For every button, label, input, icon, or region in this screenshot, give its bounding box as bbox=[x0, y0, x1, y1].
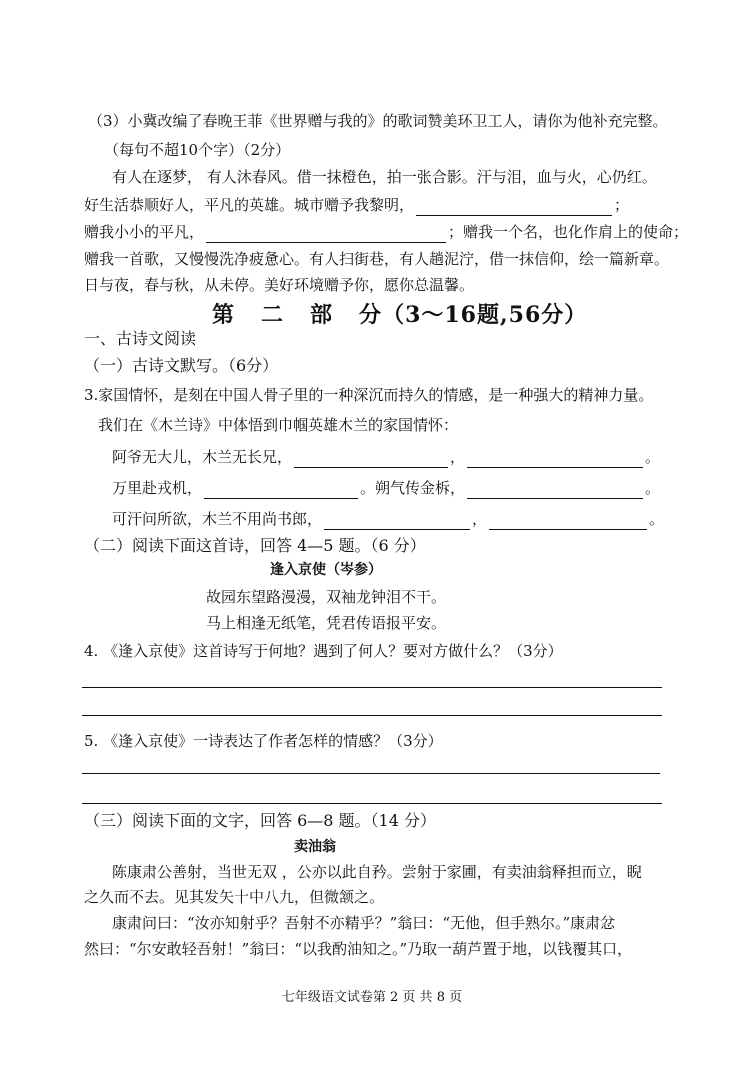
prose-line-3: 康肃问曰：“汝亦知射乎？吾射不亦精乎？”翁曰：“无他，但手熟尔。”康肃忿 bbox=[112, 914, 616, 932]
semicolon: ； bbox=[614, 196, 630, 214]
question-5: 5. 《逢入京使》一诗表达了作者怎样的情感？（3分） bbox=[84, 732, 443, 750]
fill-mid: ， bbox=[472, 510, 488, 528]
prose-line-1: 陈康肃公善射，当世无双 ，公亦以此自矜。尝射于家圃，有卖油翁释担而立，睨 bbox=[112, 863, 642, 881]
lyric-line-2-text: 好生活恭顺好人，平凡的英雄。城市赠予我黎明， bbox=[84, 196, 415, 214]
fill-prefix: 阿爷无大儿，木兰无长兄， bbox=[112, 448, 293, 466]
answer-line[interactable] bbox=[82, 773, 660, 774]
part-2-title bbox=[212, 298, 587, 329]
fill-end: 。 bbox=[645, 479, 661, 497]
fill-line-1 bbox=[112, 446, 660, 468]
fill-line-2 bbox=[112, 477, 660, 499]
fill-end: 。 bbox=[645, 448, 661, 466]
answer-line[interactable] bbox=[82, 803, 662, 804]
lyric-line-5: 日与夜，春与秋，从未停。美好环境赠予你，愿你总温馨。 bbox=[84, 276, 475, 294]
prose-line-4: 然曰：“尔安敢轻吾射！”翁曰：“以我酌油知之。”乃取一葫芦置于地，以钱覆其口， bbox=[84, 940, 633, 958]
lyric-line-4: 赠我一首歌，又慢慢洗净疲惫心。有人扫街巷，有人趟泥泞，借一抹信仰，绘一篇新章。 bbox=[84, 250, 670, 268]
answer-blank[interactable] bbox=[204, 484, 358, 499]
part-title-suffix: （3～16题,56分） bbox=[382, 302, 588, 328]
subsection-3-heading: （三）阅读下面的文字，回答 6—8 题。（14 分） bbox=[84, 811, 436, 830]
answer-blank[interactable] bbox=[467, 453, 643, 468]
part-title-char: 部 bbox=[310, 302, 334, 328]
answer-blank[interactable] bbox=[416, 201, 612, 216]
fill-line-3 bbox=[112, 508, 664, 530]
part-title-char: 第 bbox=[212, 302, 236, 328]
answer-line[interactable] bbox=[82, 715, 662, 716]
poem-title: 逢入京使（岑参） bbox=[270, 562, 382, 578]
question-3: 3.家国情怀，是刻在中国人骨子里的一种深沉而持久的情感，是一种强大的精神力量。 bbox=[84, 386, 654, 404]
prose-line-2: 之久而不去。见其发矢十中八九，但微颔之。 bbox=[84, 888, 385, 906]
page-footer: 七年级语文试卷第 2 页 共 8 页 bbox=[281, 990, 463, 1005]
question-3-sub-title: （3）小冀改编了春晚王菲《世界赠与我的》的歌词赞美环卫工人，请你为他补充完整。 bbox=[88, 112, 668, 130]
subsection-2-heading: （二）阅读下面这首诗，回答 4—5 题。（6 分） bbox=[84, 536, 426, 555]
fill-end: 。 bbox=[649, 510, 665, 528]
fill-prefix: 万里赴戎机， bbox=[112, 479, 203, 497]
fill-prefix: 可汗问所欲，木兰不用尚书郎， bbox=[112, 510, 323, 528]
poem-line-2: 马上相逢无纸笔，凭君传语报平安。 bbox=[206, 614, 447, 632]
lyric-line-2 bbox=[84, 194, 629, 216]
answer-blank[interactable] bbox=[206, 228, 446, 243]
lyric-line-3-rest: ；赠我一个名，也化作肩上的使命； bbox=[448, 223, 689, 241]
answer-line[interactable] bbox=[82, 687, 662, 688]
lyric-line-3 bbox=[84, 221, 688, 243]
answer-blank[interactable] bbox=[294, 453, 448, 468]
lyric-line-1: 有人在逐梦， 有人沐春风。借一抹橙色，拍一张合影。汗与泪，血与火，心仍红。 bbox=[112, 168, 657, 186]
fill-mid: 。朔气传金柝， bbox=[360, 479, 466, 497]
answer-blank[interactable] bbox=[467, 484, 643, 499]
answer-blank[interactable] bbox=[324, 515, 470, 530]
question-4: 4. 《逢入京使》这首诗写于何地？遇到了何人？要对方做什么？（3分） bbox=[84, 642, 563, 660]
prose-title: 卖油翁 bbox=[294, 839, 336, 855]
part-title-char: 分 bbox=[359, 302, 383, 328]
question-3-sub-note: （每句不超10个字）（2分） bbox=[104, 141, 291, 159]
part-title-char: 二 bbox=[261, 302, 285, 328]
subsection-1-heading: （一）古诗文默写。（6分） bbox=[84, 356, 279, 375]
question-3-intro: 我们在《木兰诗》中体悟到巾帼英雄木兰的家国情怀： bbox=[98, 416, 459, 434]
section-1-heading: 一、古诗文阅读 bbox=[84, 329, 197, 348]
answer-blank[interactable] bbox=[489, 515, 647, 530]
fill-mid: ， bbox=[450, 448, 466, 466]
poem-line-1: 故园东望路漫漫，双袖龙钟泪不干。 bbox=[206, 588, 447, 606]
lyric-line-3-text: 赠我小小的平凡， bbox=[84, 223, 205, 241]
